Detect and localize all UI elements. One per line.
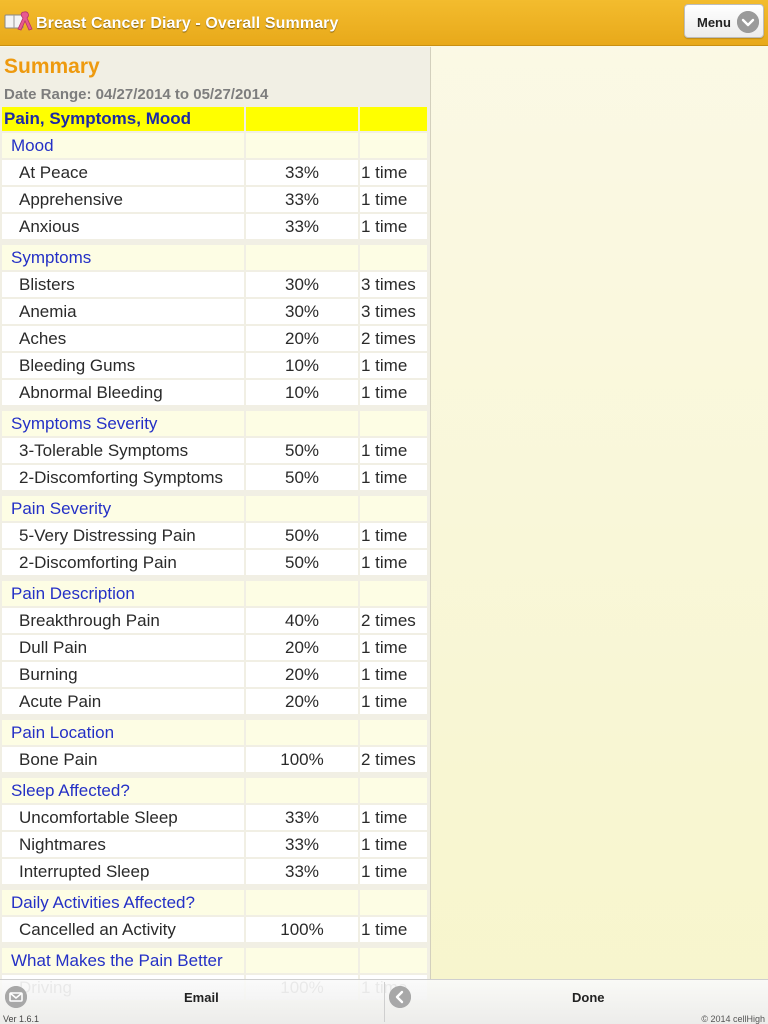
- menu-button[interactable]: [684, 4, 764, 38]
- item-count: 1 time: [360, 689, 427, 714]
- item-label: Abnormal Bleeding: [2, 380, 244, 405]
- item-label: Anxious: [2, 214, 244, 239]
- table-row: [2, 831, 427, 858]
- category-label: What Makes the Pain Better: [2, 948, 244, 973]
- table-row: [2, 746, 427, 773]
- summary-title: Summary: [4, 55, 100, 78]
- item-label: Bone Pain: [2, 747, 244, 772]
- done-button[interactable]: Done: [572, 990, 605, 1005]
- category-cell: [246, 245, 358, 270]
- table-row: [2, 213, 427, 240]
- category-label: Pain Severity: [2, 496, 244, 521]
- page-title: Breast Cancer Diary - Overall Summary: [36, 15, 339, 32]
- table-row: [2, 858, 427, 885]
- category-row: [2, 947, 427, 974]
- item-label: 3-Tolerable Symptoms: [2, 438, 244, 463]
- item-percent: 50%: [246, 550, 358, 575]
- category-cell: [360, 948, 427, 973]
- item-count: 1 time: [360, 859, 427, 884]
- summary-table: [2, 107, 427, 1001]
- summary-panel[interactable]: [0, 47, 431, 979]
- item-count: 1 time: [360, 353, 427, 378]
- item-count: 1 time: [360, 550, 427, 575]
- item-percent: 20%: [246, 662, 358, 687]
- table-row: [2, 352, 427, 379]
- item-label: At Peace: [2, 160, 244, 185]
- item-percent: 33%: [246, 160, 358, 185]
- item-count: 1 time: [360, 380, 427, 405]
- category-label: Symptoms: [2, 245, 244, 270]
- item-count: 1 time: [360, 832, 427, 857]
- item-label: Bleeding Gums: [2, 353, 244, 378]
- category-cell: [246, 948, 358, 973]
- category-row: [2, 495, 427, 522]
- category-label: Sleep Affected?: [2, 778, 244, 803]
- chevron-down-icon: [737, 11, 759, 33]
- item-count: 1 time: [360, 187, 427, 212]
- email-icon[interactable]: [5, 986, 27, 1008]
- item-label: Nightmares: [2, 832, 244, 857]
- category-cell: [360, 245, 427, 270]
- table-row: [2, 437, 427, 464]
- item-count: 2 times: [360, 747, 427, 772]
- table-row: [2, 804, 427, 831]
- item-label: 2-Discomforting Symptoms: [2, 465, 244, 490]
- item-count: 3 times: [360, 272, 427, 297]
- item-percent: 33%: [246, 214, 358, 239]
- table-row: [2, 661, 427, 688]
- bottom-toolbar: [0, 979, 768, 1024]
- item-count: 2 times: [360, 608, 427, 633]
- table-row: [2, 186, 427, 213]
- item-count: 1 time: [360, 214, 427, 239]
- item-label: Anemia: [2, 299, 244, 324]
- section-header-cell: [246, 107, 358, 131]
- item-percent: 10%: [246, 380, 358, 405]
- item-label: Breakthrough Pain: [2, 608, 244, 633]
- category-cell: [360, 411, 427, 436]
- item-label: Aches: [2, 326, 244, 351]
- category-label: Symptoms Severity: [2, 411, 244, 436]
- item-percent: 20%: [246, 689, 358, 714]
- item-percent: 33%: [246, 859, 358, 884]
- diary-ribbon-icon: [4, 9, 34, 33]
- table-row: [2, 464, 427, 491]
- category-cell: [246, 778, 358, 803]
- item-label: Cancelled an Activity: [2, 917, 244, 942]
- category-label: Pain Description: [2, 581, 244, 606]
- item-percent: 100%: [246, 917, 358, 942]
- category-label: Pain Location: [2, 720, 244, 745]
- table-row: [2, 325, 427, 352]
- email-button[interactable]: Email: [184, 990, 219, 1005]
- item-percent: 50%: [246, 438, 358, 463]
- item-percent: 100%: [246, 747, 358, 772]
- item-count: 1 time: [360, 438, 427, 463]
- section-header-label: Pain, Symptoms, Mood: [2, 107, 244, 131]
- section-header-cell: [360, 107, 427, 131]
- item-count: 1 time: [360, 465, 427, 490]
- table-row: [2, 379, 427, 406]
- category-cell: [246, 581, 358, 606]
- item-label: 5-Very Distressing Pain: [2, 523, 244, 548]
- item-count: 2 times: [360, 326, 427, 351]
- table-row: [2, 271, 427, 298]
- category-cell: [360, 133, 427, 158]
- category-cell: [246, 890, 358, 915]
- category-cell: [246, 720, 358, 745]
- category-cell: [360, 890, 427, 915]
- category-row: [2, 580, 427, 607]
- item-label: Blisters: [2, 272, 244, 297]
- table-row: [2, 159, 427, 186]
- table-row: [2, 522, 427, 549]
- category-label: Daily Activities Affected?: [2, 890, 244, 915]
- toolbar-divider: [384, 982, 385, 1022]
- version-label: Ver 1.6.1: [3, 1014, 40, 1024]
- item-label: Dull Pain: [2, 635, 244, 660]
- item-percent: 50%: [246, 523, 358, 548]
- item-count: 3 times: [360, 299, 427, 324]
- table-row: [2, 634, 427, 661]
- category-row: [2, 777, 427, 804]
- category-cell: [360, 496, 427, 521]
- item-count: 1 time: [360, 917, 427, 942]
- category-cell: [360, 581, 427, 606]
- table-row: [2, 298, 427, 325]
- category-cell: [246, 133, 358, 158]
- item-percent: 20%: [246, 635, 358, 660]
- category-cell: [360, 720, 427, 745]
- category-label: Mood: [2, 133, 244, 158]
- category-cell: [246, 411, 358, 436]
- item-label: 2-Discomforting Pain: [2, 550, 244, 575]
- copyright-label: © 2014 cellHigh: [701, 1014, 765, 1024]
- item-count: 1 time: [360, 662, 427, 687]
- category-row: [2, 719, 427, 746]
- category-cell: [360, 778, 427, 803]
- back-arrow-icon[interactable]: [389, 986, 411, 1008]
- item-percent: 10%: [246, 353, 358, 378]
- item-count: 1 time: [360, 523, 427, 548]
- item-count: 1 time: [360, 805, 427, 830]
- item-label: Acute Pain: [2, 689, 244, 714]
- item-percent: 33%: [246, 832, 358, 857]
- item-label: Interrupted Sleep: [2, 859, 244, 884]
- item-percent: 40%: [246, 608, 358, 633]
- item-percent: 30%: [246, 299, 358, 324]
- item-percent: 20%: [246, 326, 358, 351]
- item-label: Apprehensive: [2, 187, 244, 212]
- table-row: [2, 607, 427, 634]
- category-row: [2, 410, 427, 437]
- category-cell: [246, 496, 358, 521]
- item-label: Burning: [2, 662, 244, 687]
- item-percent: 50%: [246, 465, 358, 490]
- table-row: [2, 916, 427, 943]
- category-row: [2, 244, 427, 271]
- category-row: [2, 889, 427, 916]
- table-row: [2, 549, 427, 576]
- title-bar: [0, 0, 768, 46]
- date-range: Date Range: 04/27/2014 to 05/27/2014: [4, 86, 269, 103]
- item-label: Uncomfortable Sleep: [2, 805, 244, 830]
- item-percent: 30%: [246, 272, 358, 297]
- table-row: [2, 688, 427, 715]
- section-header-row: [2, 107, 427, 132]
- item-count: 1 time: [360, 635, 427, 660]
- item-percent: 33%: [246, 187, 358, 212]
- category-row: [2, 132, 427, 159]
- item-count: 1 time: [360, 160, 427, 185]
- menu-button-label: Menu: [697, 15, 731, 30]
- item-percent: 33%: [246, 805, 358, 830]
